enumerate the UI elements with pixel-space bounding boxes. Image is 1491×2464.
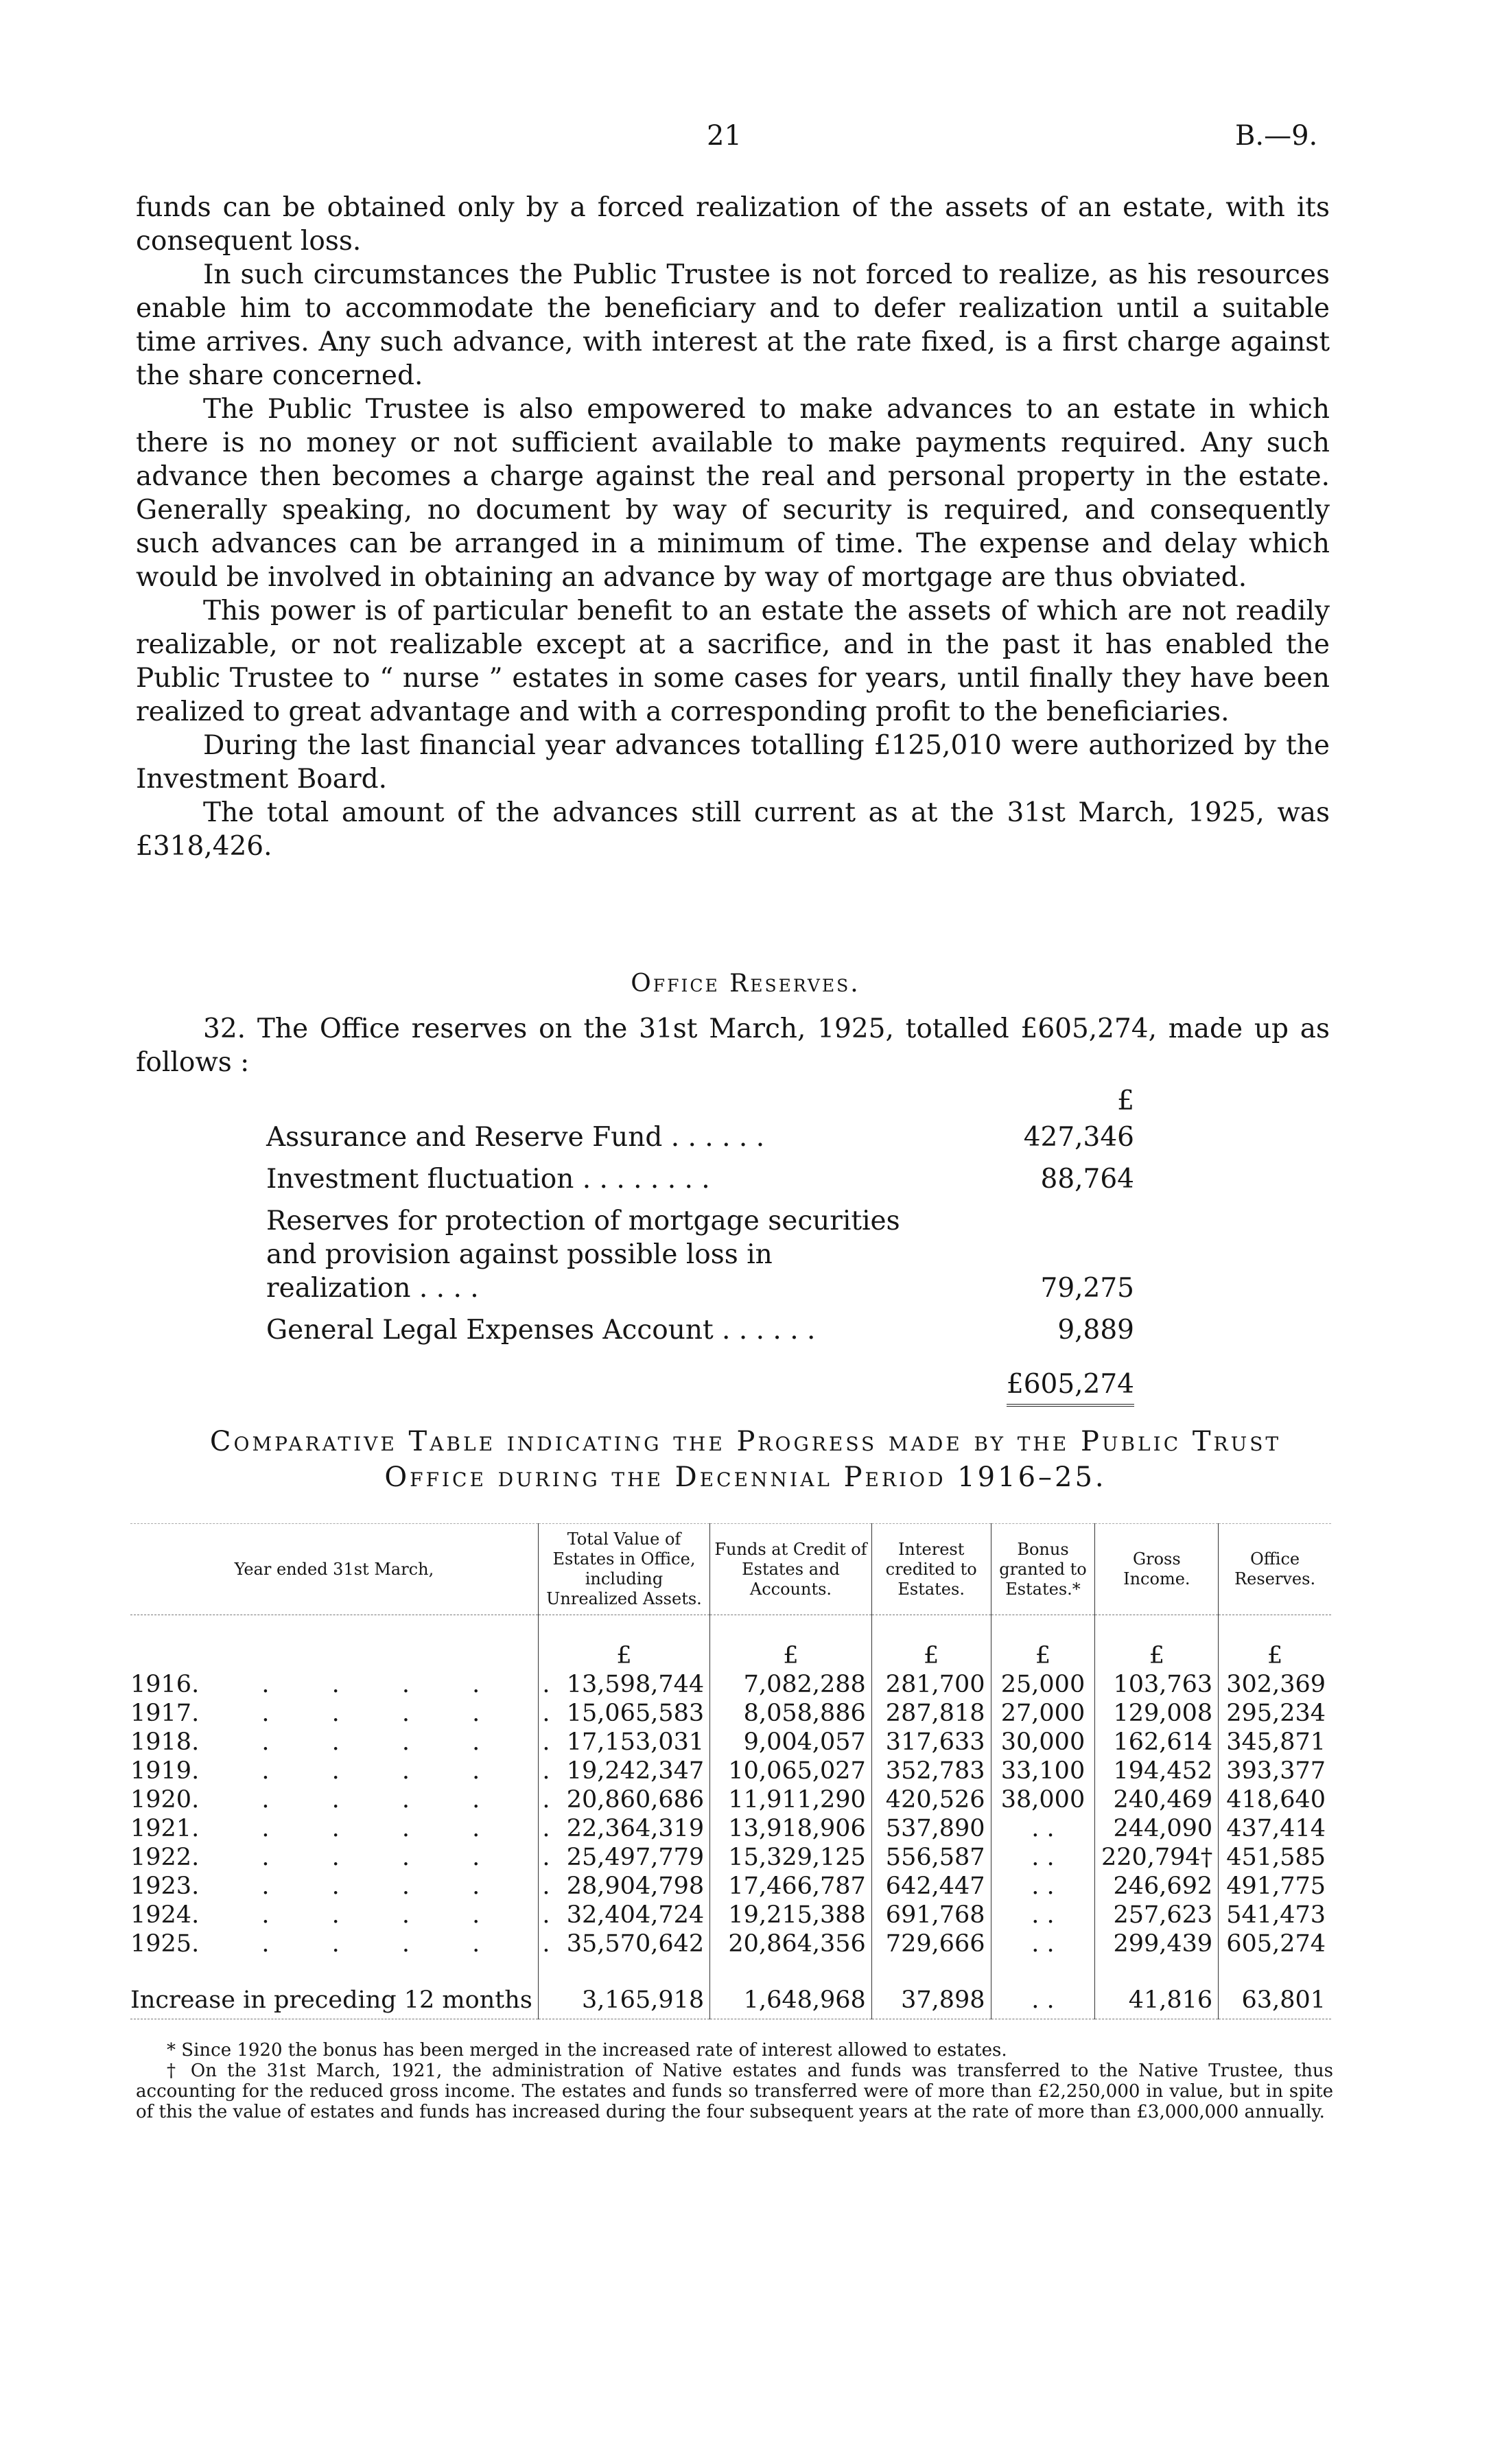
table-header-row xyxy=(130,1524,1331,1615)
table-cell: 299,439 xyxy=(1095,1929,1219,1958)
table-cell: 129,008 xyxy=(1095,1699,1219,1728)
table-cell: 352,783 xyxy=(871,1757,991,1785)
currency-symbol: £ xyxy=(538,1615,709,1671)
paragraph: The total amount of the advances still current as at the 31st March, 1925, was £318,426. xyxy=(136,797,1330,862)
table-cell: 420,526 xyxy=(871,1785,991,1814)
table-cell: 37,898 xyxy=(871,1971,991,2019)
table-row xyxy=(130,1670,1331,1699)
table-cell: 27,000 xyxy=(991,1699,1095,1728)
table-cell: 17,153,031 xyxy=(538,1728,709,1757)
year-label: 1921 xyxy=(130,1815,192,1842)
table-cell: 41,816 xyxy=(1095,1971,1219,2019)
table-row xyxy=(130,1699,1331,1728)
table-row xyxy=(130,1843,1331,1872)
column-header: Office Reserves. xyxy=(1219,1524,1331,1615)
table-cell: 281,700 xyxy=(871,1670,991,1699)
paragraph: The Public Trustee is also empowered to make advances to an estate in which there is no money or not sufficient available to make payments required. Any such advance then becomes a charge against the real and personal property in the estate. Generally speaking, no document by way of security is required, and consequently such advances can be arranged in a minimum of time. The expense and delay which would be involved in obtaining an advance by way of mortgage are thus obviated. xyxy=(136,394,1330,593)
table-cell: 240,469 xyxy=(1095,1785,1219,1814)
table-cell: 257,623 xyxy=(1095,1901,1219,1929)
table-cell: 437,414 xyxy=(1219,1814,1331,1843)
document-reference: B.—9. xyxy=(1235,120,1318,152)
increase-label: Increase in preceding 12 months xyxy=(130,1971,538,2019)
page-header xyxy=(0,120,1491,161)
table-cell: 556,587 xyxy=(871,1843,991,1872)
table-cell: 25,000 xyxy=(991,1670,1095,1699)
table-cell: 3,165,918 xyxy=(538,1971,709,2019)
dot-leader: . . . . . . xyxy=(191,1815,578,1842)
table-cell: 35,570,642 xyxy=(538,1929,709,1958)
reserve-amount: 88,764 xyxy=(1040,1164,1134,1195)
reserve-label: Investment fluctuation . . . . . . . . xyxy=(266,1164,710,1195)
table-cell: 541,473 xyxy=(1219,1901,1331,1929)
table-cell: 28,904,798 xyxy=(538,1872,709,1901)
year-cell xyxy=(130,1843,578,1872)
table-row xyxy=(130,1814,1331,1843)
paragraph: This power is of particular benefit to an estate the assets of which are not readily realizable, or not realizable except at a sacrifice, and in the past it has enabled the Public Trustee to “ nurse ” estates in some cases for years, until finally they have been realized to great advantage and with a corresponding profit to the beneficiaries. xyxy=(136,596,1330,727)
reserve-label: General Legal Expenses Account . . . . . . xyxy=(266,1315,816,1346)
table-cell: 63,801 xyxy=(1219,1971,1331,2019)
table-cell: 33,100 xyxy=(991,1757,1095,1785)
table-cell: . . xyxy=(991,1814,1095,1843)
table-cell: 691,768 xyxy=(871,1901,991,1929)
year-label: 1924 xyxy=(130,1901,192,1929)
year-label: 1925 xyxy=(130,1930,192,1958)
dot-leader: . . . . . . xyxy=(191,1901,578,1929)
table-row xyxy=(130,1929,1331,1958)
paragraph: funds can be obtained only by a forced realization of the assets of an estate, with its consequent loss. xyxy=(136,192,1330,257)
currency-symbol: £ xyxy=(1117,1086,1134,1116)
table-row xyxy=(130,1901,1331,1929)
reserves-total-value: £605,274 xyxy=(1007,1368,1134,1407)
column-header: Gross Income. xyxy=(1095,1524,1219,1615)
table-cell: 220,794† xyxy=(1095,1843,1219,1872)
currency-symbol: £ xyxy=(871,1615,991,1671)
reserve-amount: 427,346 xyxy=(1023,1122,1134,1153)
page-number: 21 xyxy=(707,120,742,152)
currency-row xyxy=(130,1615,1331,1671)
table-cell: 287,818 xyxy=(871,1699,991,1728)
table-cell: 9,004,057 xyxy=(710,1728,872,1757)
table-cell: 642,447 xyxy=(871,1872,991,1901)
table-cell: 8,058,886 xyxy=(710,1699,872,1728)
table-cell: . . xyxy=(991,1872,1095,1901)
reserves-total xyxy=(266,1368,1206,1407)
table-title-line: Comparative Table indicating the Progress made by the Public Trust xyxy=(209,1426,1282,1457)
reserve-item xyxy=(266,1313,1206,1347)
year-cell xyxy=(130,1757,578,1785)
table-cell: 13,918,906 xyxy=(710,1814,872,1843)
year-cell xyxy=(130,1785,578,1814)
reserve-label: Reserves for protection of mortgage securities and provision against possible loss in realization . . . . xyxy=(266,1206,900,1304)
table-cell: 20,860,686 xyxy=(538,1785,709,1814)
table-cell: 317,633 xyxy=(871,1728,991,1757)
year-cell xyxy=(130,1699,578,1728)
table-title xyxy=(0,1424,1491,1495)
year-cell xyxy=(130,1728,578,1757)
year-label: 1920 xyxy=(130,1786,192,1814)
year-label: 1922 xyxy=(130,1844,192,1871)
currency-symbol: £ xyxy=(1219,1615,1331,1671)
column-header: Year ended 31st March, xyxy=(130,1524,538,1615)
table-cell: . . xyxy=(991,1901,1095,1929)
table-cell: 451,585 xyxy=(1219,1843,1331,1872)
table-cell: 19,215,388 xyxy=(710,1901,872,1929)
table-cell: 7,082,288 xyxy=(710,1670,872,1699)
reserve-label: Assurance and Reserve Fund . . . . . . xyxy=(266,1122,765,1153)
year-label: 1923 xyxy=(130,1873,192,1900)
year-cell xyxy=(130,1814,578,1843)
table-body xyxy=(130,1670,1331,1958)
table-cell: 10,065,027 xyxy=(710,1757,872,1785)
dot-leader: . . . . . . xyxy=(191,1757,578,1785)
table-cell: 103,763 xyxy=(1095,1670,1219,1699)
table-cell: 22,364,319 xyxy=(538,1814,709,1843)
reserves-intro: 32. The Office reserves on the 31st March, 1925, totalled £605,274, made up as follows : xyxy=(136,1013,1330,1078)
table-cell: 194,452 xyxy=(1095,1757,1219,1785)
table-cell: 25,497,779 xyxy=(538,1843,709,1872)
table-cell: 246,692 xyxy=(1095,1872,1219,1901)
table-cell: 345,871 xyxy=(1219,1728,1331,1757)
dot-leader: . . . . . . xyxy=(191,1700,578,1727)
dot-leader: . . . . . . xyxy=(191,1873,578,1900)
table-cell: 418,640 xyxy=(1219,1785,1331,1814)
table-cell: 38,000 xyxy=(991,1785,1095,1814)
table-cell: 13,598,744 xyxy=(538,1670,709,1699)
dot-leader: . . . . . . xyxy=(191,1728,578,1756)
table-cell: 11,911,290 xyxy=(710,1785,872,1814)
year-label: 1918 xyxy=(130,1728,192,1756)
currency-symbol: £ xyxy=(1095,1615,1219,1671)
footnote: * Since 1920 the bonus has been merged in the increased rate of interest allowed to estates. xyxy=(167,2040,1007,2061)
currency-symbol: £ xyxy=(991,1615,1095,1671)
increase-row xyxy=(130,1971,1331,2019)
reserve-amount: 79,275 xyxy=(1040,1273,1134,1304)
table-cell: 393,377 xyxy=(1219,1757,1331,1785)
reserve-item xyxy=(266,1120,1206,1154)
table-cell: . . xyxy=(991,1843,1095,1872)
body-text xyxy=(136,191,1330,863)
section-title: Office Reserves. xyxy=(631,970,860,998)
table-cell: 491,775 xyxy=(1219,1872,1331,1901)
table-cell: 729,666 xyxy=(871,1929,991,1958)
dot-leader: . . . . . . xyxy=(191,1930,578,1958)
table-cell: 15,065,583 xyxy=(538,1699,709,1728)
table-cell: 30,000 xyxy=(991,1728,1095,1757)
table-cell: 302,369 xyxy=(1219,1670,1331,1699)
year-cell xyxy=(130,1872,578,1901)
dot-leader: . . . . . . xyxy=(191,1844,578,1871)
table-row xyxy=(130,1785,1331,1814)
year-label: 1917 xyxy=(130,1700,192,1727)
table-cell: 19,242,347 xyxy=(538,1757,709,1785)
currency-symbol: £ xyxy=(710,1615,872,1671)
reserves-list xyxy=(266,1084,1206,1407)
reserve-amount: 9,889 xyxy=(1057,1315,1134,1346)
progress-table xyxy=(130,1523,1331,2019)
table-cell: 32,404,724 xyxy=(538,1901,709,1929)
footnote: † On the 31st March, 1921, the administration of Native estates and funds was transferred to the Native Trustee, thus accounting for the reduced gross income. The estates and funds so transferred were of more than £2,250,000 in value, but in spite of this the value of estates and funds has increased during the four subsequent years at the rate of more than £3,000,000 annually. xyxy=(136,2061,1333,2122)
table-row xyxy=(130,1757,1331,1785)
column-header: Bonus granted to Estates.* xyxy=(991,1524,1095,1615)
table-cell: 15,329,125 xyxy=(710,1843,872,1872)
table-cell: 244,090 xyxy=(1095,1814,1219,1843)
reserve-item xyxy=(266,1204,1206,1305)
dot-leader: . . . . . . xyxy=(191,1786,578,1814)
year-cell xyxy=(130,1901,578,1929)
table-cell: 295,234 xyxy=(1219,1699,1331,1728)
year-cell xyxy=(130,1670,578,1699)
reserve-item xyxy=(266,1162,1206,1196)
table-row xyxy=(130,1872,1331,1901)
column-header: Total Value of Estates in Office, including Unrealized Assets. xyxy=(538,1524,709,1615)
table-cell: 17,466,787 xyxy=(710,1872,872,1901)
paragraph: During the last financial year advances totalling £125,010 were authorized by the Investment Board. xyxy=(136,730,1330,795)
table-cell: 1,648,968 xyxy=(710,1971,872,2019)
table-row xyxy=(130,1728,1331,1757)
table-cell: 162,614 xyxy=(1095,1728,1219,1757)
year-label: 1919 xyxy=(130,1757,192,1785)
table-cell: . . xyxy=(991,1929,1095,1958)
column-header: Interest credited to Estates. xyxy=(871,1524,991,1615)
paragraph: In such circumstances the Public Trustee is not forced to realize, as his resources enable him to accommodate the beneficiary and to defer realization until a suitable time arrives. Any such advance, with interest at the rate fixed, is a first charge against the share concerned. xyxy=(136,259,1330,391)
footnotes xyxy=(136,2040,1333,2122)
table-title-line: Office during the Decennial Period 1916–25. xyxy=(384,1462,1107,1493)
table-cell: 605,274 xyxy=(1219,1929,1331,1958)
dot-leader: . . . . . . xyxy=(191,1671,578,1698)
table-cell: 20,864,356 xyxy=(710,1929,872,1958)
column-header: Funds at Credit of Estates and Accounts. xyxy=(710,1524,872,1615)
table-cell: 537,890 xyxy=(871,1814,991,1843)
year-label: 1916 xyxy=(130,1671,192,1698)
table-cell: . . xyxy=(991,1971,1095,2019)
year-cell xyxy=(130,1929,578,1958)
